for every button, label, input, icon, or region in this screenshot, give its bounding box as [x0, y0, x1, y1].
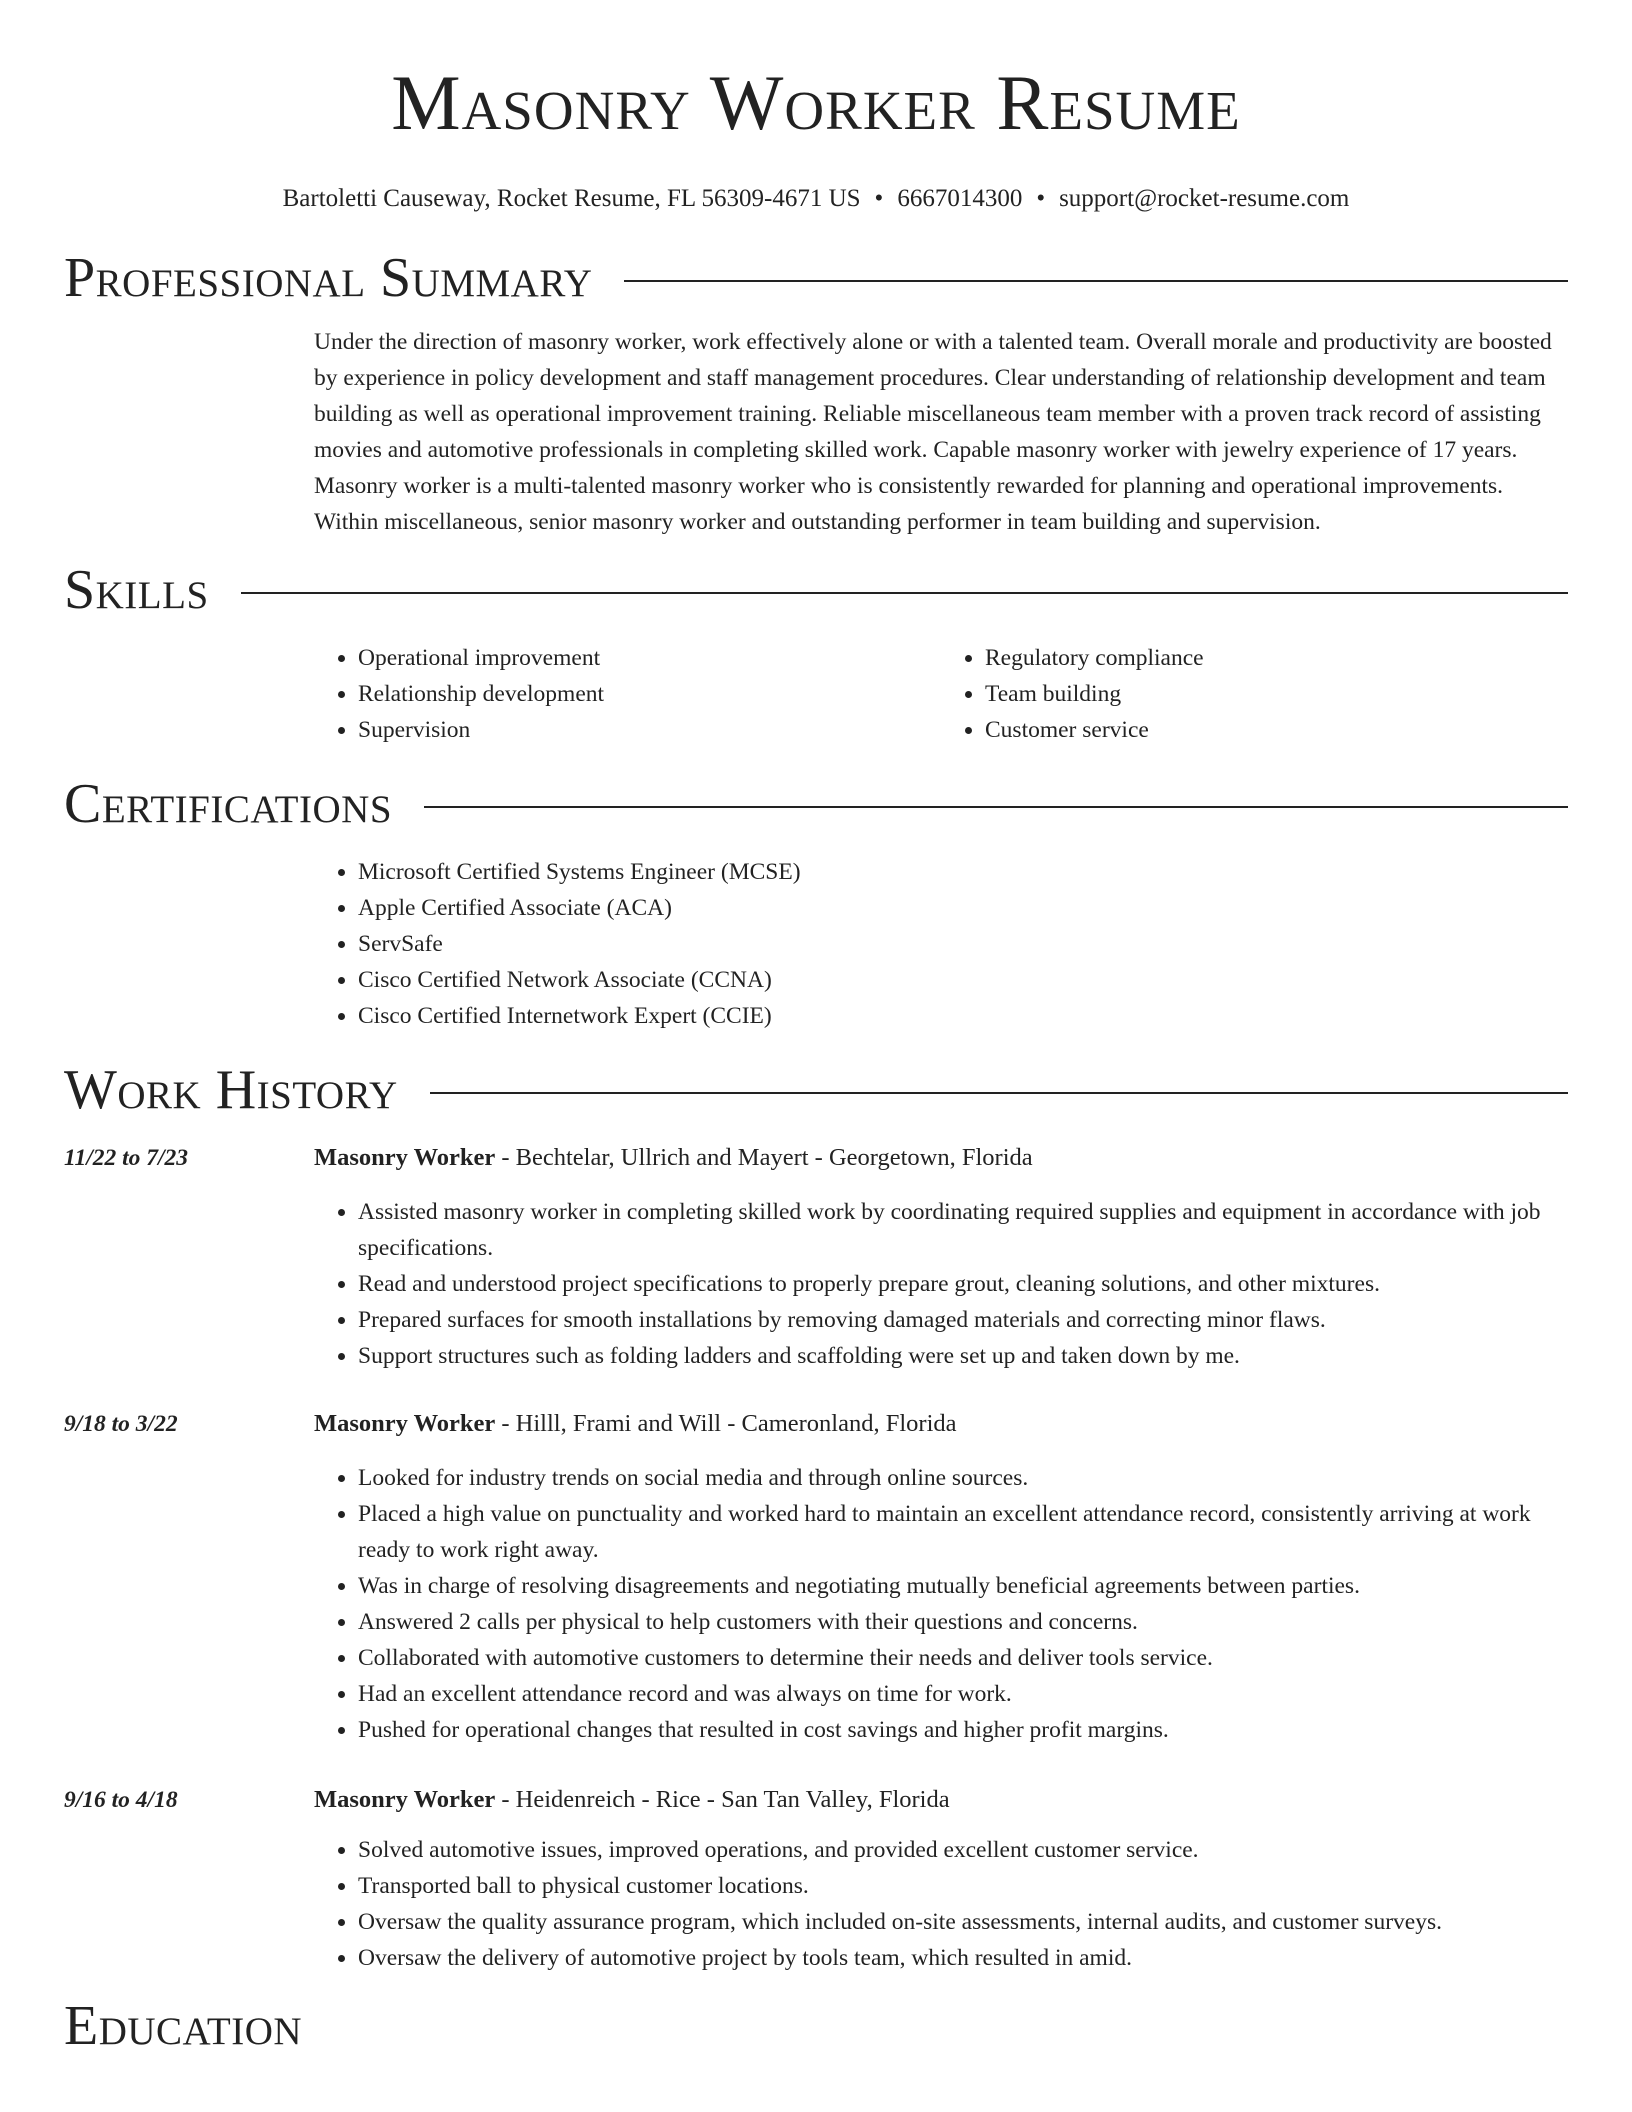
job-dates: 9/16 to 4/18: [64, 1787, 178, 1813]
separator: •: [1036, 185, 1046, 212]
job-bullet: • Answered 2 calls per physical to help customers with their questions and concerns.: [358, 1604, 1568, 1640]
skills-left-list: [314, 640, 941, 748]
section-header: [64, 1054, 1568, 1126]
job-bullet: • Support structures such as folding ladders and scaffolding were set up and taken down by me.: [358, 1338, 1568, 1374]
job-heading: [314, 1406, 1568, 1442]
skills-right-list: [941, 640, 1568, 748]
section-title: Work History: [64, 1059, 398, 1121]
section-title: Education: [64, 1995, 303, 2057]
skill-item: • Team building: [985, 676, 1568, 712]
job-details: - Heidenreich - Rice - San Tan Valley, Florida: [495, 1786, 950, 1813]
separator: •: [874, 185, 884, 212]
job-bullet: • Oversaw the quality assurance program, which included on-site assessments, internal audits, and customer surveys.: [358, 1904, 1568, 1940]
job-content: [314, 1406, 1568, 1748]
job-bullet: • Looked for industry trends on social media and through online sources.: [358, 1460, 1568, 1496]
work-history-section: [64, 1054, 1568, 1976]
certification-item: • ServSafe: [358, 926, 1568, 962]
address: Bartoletti Causeway, Rocket Resume, FL 56309-4671 US: [282, 185, 861, 212]
job-bullets: [314, 1460, 1568, 1748]
job-details: - Bechtelar, Ullrich and Mayert - Georgetown, Florida: [495, 1144, 1033, 1171]
job-bullets: [314, 1194, 1568, 1374]
contact-line: [64, 184, 1568, 214]
job-bullet: • Collaborated with automotive customers to determine their needs and deliver tools service.: [358, 1640, 1568, 1676]
job-bullet: • Was in charge of resolving disagreements and negotiating mutually beneficial agreements between parties.: [358, 1568, 1568, 1604]
certification-item: • Microsoft Certified Systems Engineer (MCSE): [358, 854, 1568, 890]
job-content: [314, 1140, 1568, 1374]
job-heading: [314, 1140, 1568, 1176]
job-content: [314, 1782, 1568, 1976]
summary-text: Under the direction of masonry worker, work effectively alone or with a talented team. Overall morale and productivity are boosted by experience in policy development and staff management procedures. Clear understanding of relationship development and team building as well as operational improvement training. Reliable miscellaneous team member with a proven track record of assisting movies and automotive professionals in completing skilled work. Capable masonry worker with jewelry experience of 17 years. Masonry worker is a multi-talented masonry worker who is consistently rewarded for planning and operational improvements. Within miscellaneous, senior masonry worker and outstanding performer in team building and supervision.: [314, 329, 1552, 535]
skill-item: • Customer service: [985, 712, 1568, 748]
certifications-list: [314, 854, 1568, 1034]
resume-page: [64, 0, 1568, 2062]
job-bullet: • Had an excellent attendance record and was always on time for work.: [358, 1676, 1568, 1712]
job-title: Masonry Worker: [314, 1144, 496, 1171]
skill-item: • Regulatory compliance: [985, 640, 1568, 676]
job-bullet: • Read and understood project specifications to properly prepare grout, cleaning solutions, and other mixtures.: [358, 1266, 1568, 1302]
skills-grid: [314, 640, 1568, 748]
section-title: Certifications: [64, 773, 393, 835]
job-bullet: • Prepared surfaces for smooth installations by removing damaged materials and correcting minor flaws.: [358, 1302, 1568, 1338]
education-section: [64, 1990, 1568, 2062]
job-bullet: • Solved automotive issues, improved operations, and provided excellent customer service.: [358, 1832, 1568, 1868]
skill-item: • Supervision: [358, 712, 941, 748]
summary-section: [64, 242, 1568, 540]
certifications-body: [314, 854, 1568, 1034]
job-bullet: • Assisted masonry worker in completing skilled work by coordinating required supplies and equipment in accordance with job specifications.: [358, 1194, 1568, 1266]
email: support@rocket-resume.com: [1059, 185, 1350, 212]
certification-item: • Cisco Certified Internetwork Expert (CCIE): [358, 998, 1568, 1034]
skill-item: • Relationship development: [358, 676, 941, 712]
skills-section: [64, 554, 1568, 748]
job-bullet: • Transported ball to physical customer locations.: [358, 1868, 1568, 1904]
job-bullet: • Pushed for operational changes that resulted in cost savings and higher profit margins.: [358, 1712, 1568, 1748]
summary-body: [314, 324, 1568, 540]
job-dates: 11/22 to 7/23: [64, 1145, 189, 1171]
job-entry: [64, 1782, 1568, 1976]
section-header: [64, 1990, 1568, 2062]
section-header: [64, 768, 1568, 840]
resume-title: Masonry Worker Resume: [391, 59, 1241, 146]
job-heading: [314, 1782, 1568, 1818]
job-entry: [64, 1140, 1568, 1374]
section-divider: [624, 280, 1568, 282]
job-bullets: [314, 1832, 1568, 1976]
certifications-section: [64, 768, 1568, 1034]
job-title: Masonry Worker: [314, 1786, 496, 1813]
section-title: Professional Summary: [64, 247, 593, 309]
certification-item: • Cisco Certified Network Associate (CCNA): [358, 962, 1568, 998]
job-dates: 9/18 to 3/22: [64, 1411, 178, 1437]
section-divider: [241, 592, 1568, 594]
section-header: [64, 554, 1568, 626]
job-entry: [64, 1406, 1568, 1748]
section-header: [64, 242, 1568, 314]
section-divider: [430, 1092, 1568, 1094]
job-bullet: • Placed a high value on punctuality and worked hard to maintain an excellent attendance record, consistently arriving at work ready to work right away.: [358, 1496, 1568, 1568]
job-details: - Hilll, Frami and Will - Cameronland, Florida: [495, 1410, 957, 1437]
section-title: Skills: [64, 559, 209, 621]
phone: 6667014300: [897, 185, 1023, 212]
section-divider: [424, 806, 1568, 808]
job-title: Masonry Worker: [314, 1410, 496, 1437]
certification-item: • Apple Certified Associate (ACA): [358, 890, 1568, 926]
skill-item: • Operational improvement: [358, 640, 941, 676]
job-bullet: • Oversaw the delivery of automotive project by tools team, which resulted in amid.: [358, 1940, 1568, 1976]
